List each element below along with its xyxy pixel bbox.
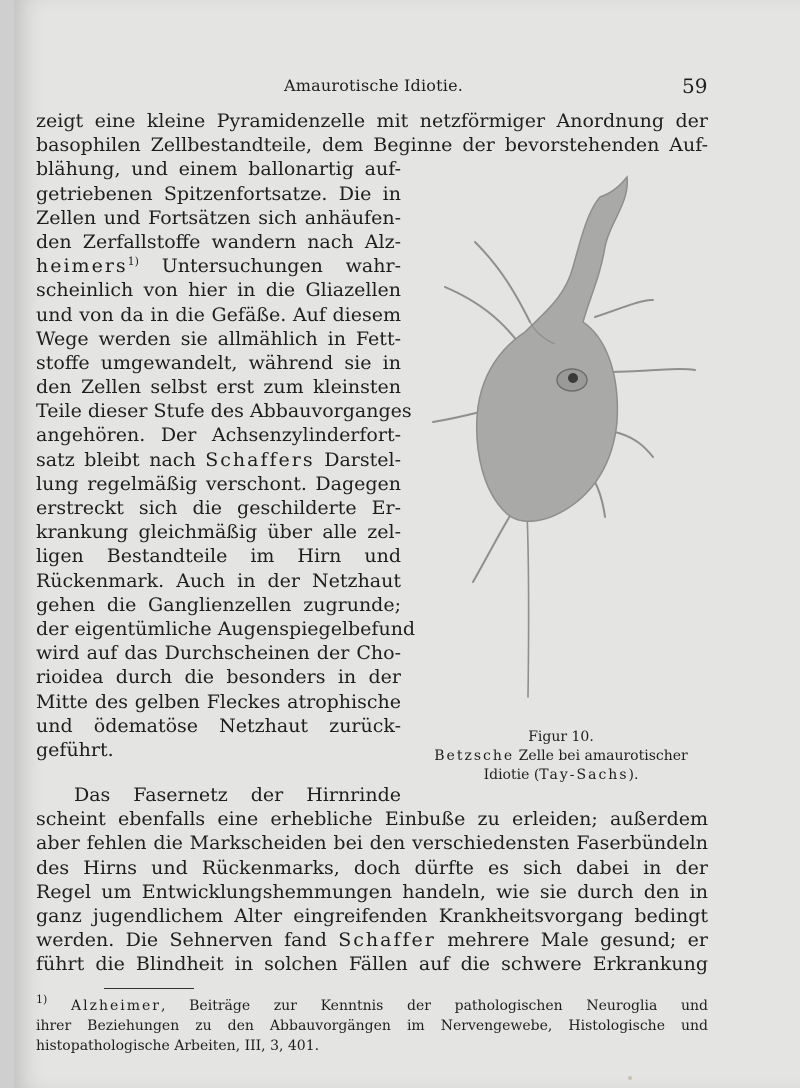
text-line: Regel um Entwicklungshemmungen handeln, wie sie durch den in <box>36 880 708 903</box>
betz-cell-illustration <box>405 172 715 732</box>
text-line: des Hirns und Rückenmarks, doch dürfte es sich dabei in der <box>36 856 708 879</box>
dendrite <box>433 412 480 422</box>
author-name: Alzheimer <box>71 998 161 1014</box>
figure-number: Figur 10. <box>528 729 594 745</box>
text-line: der eigentümliche Augenspiegelbefund <box>36 617 416 640</box>
text-fragment: Zelle bei amaurotischer <box>514 748 688 764</box>
caption-line <box>402 747 720 766</box>
text-line: zeigt eine kleine Pyramidenzelle mit netzförmiger Anordnung der <box>36 110 708 132</box>
text-line <box>36 783 401 807</box>
text-line: stoffe umgewandelt, während sie in <box>36 351 401 374</box>
text-line: Zellen und Fortsätzen sich anhäufen- <box>36 206 401 229</box>
text-line: aber fehlen die Markscheiden bei den verschiedensten Faserbündeln <box>36 832 708 855</box>
text-line: Mitte des gelben Fleckes atrophische <box>36 690 401 713</box>
author-name: Schaffer <box>338 929 436 952</box>
footnote-line <box>36 993 709 1016</box>
text-line: angehören. Der Achsenzylinderfort- <box>36 424 401 447</box>
text-line <box>36 254 401 278</box>
page-number: 59 <box>682 74 708 98</box>
text-fragment: Darstel- <box>314 448 401 471</box>
text-line: rioidea durch die besonders in der <box>36 666 401 689</box>
text-fragment: werden. Die Sehnerven fand <box>36 929 339 952</box>
text-line: Teile dieser Stufe des Abbauvorganges <box>36 400 412 423</box>
text-fragment: Idiotie ( <box>483 767 540 783</box>
text-line: erstreckt sich die geschilderte Er- <box>36 497 401 519</box>
nucleolus <box>568 373 578 383</box>
text-line: scheinlich von hier in die Gliazellen <box>36 279 401 302</box>
text-line: basophilen Zellbestandteile, dem Beginne der bevorstehenden Auf- <box>36 134 708 157</box>
text-fragment: ). <box>628 767 639 783</box>
text-line: wird auf das Durchscheinen der Cho- <box>36 642 401 665</box>
footnote-line: ihrer Beziehungen zu den Abbauvorgängen im Nervengewebe, Histologische und <box>36 1018 708 1034</box>
figure-caption <box>402 728 720 785</box>
running-title: Amaurotische Idiotie. <box>284 76 464 95</box>
footnote-line: histopathologische Arbeiten, III, 3, 401. <box>36 1038 320 1054</box>
text-line <box>36 448 401 472</box>
caption-line <box>402 766 720 785</box>
text-fragment: Untersuchungen wahr- <box>138 255 401 278</box>
text-line: blähung, und einem ballonartig auf- <box>36 158 401 181</box>
text-line: ganz jugendlichem Alter eingreifenden Krankheitsvorgang bedingt <box>36 904 708 927</box>
axon <box>527 512 529 697</box>
text-line <box>36 928 708 952</box>
author-name: heimers <box>36 255 128 278</box>
text-fragment: satz bleibt nach <box>36 448 206 471</box>
text-line: krankung gleichmäßig über alle zel- <box>36 521 401 544</box>
text-line: geführt. <box>36 738 114 761</box>
text-fragment: mehrere Male gesund; er <box>435 929 708 952</box>
dendrite <box>595 300 653 317</box>
footnote-marker: 1) <box>36 993 48 1006</box>
text-line: und von da in die Gefäße. Auf diesem <box>36 303 401 326</box>
body-text-full-width <box>36 783 708 977</box>
footnote <box>36 993 709 1056</box>
text-line: den Zerfallstoffe wandern nach Alz- <box>36 230 401 253</box>
dendrite <box>475 242 530 322</box>
caption-name: Betzsche <box>434 748 515 764</box>
text-fragment: , Beiträge zur Kenntnis der pathologischen Neuroglia und <box>161 998 709 1014</box>
text-line: führt die Blindheit in solchen Fällen auf die schwere Erkrankung <box>36 953 708 976</box>
text-line: gehen die Ganglienzellen zugrunde; <box>36 593 401 616</box>
text-line: lung regelmäßig verschont. Dagegen <box>36 472 401 495</box>
dendrite <box>605 369 695 372</box>
text-fragment: Das Fasernetz der Hirnrinde <box>74 784 401 806</box>
dendrite <box>595 482 605 517</box>
cell-body <box>477 177 628 521</box>
paper-speck <box>628 1076 632 1080</box>
text-line: ligen Bestandteile im Hirn und <box>36 545 401 568</box>
text-line: getriebenen Spitzenfortsatze. Die in <box>36 182 401 205</box>
text-line: Wege werden sie allmählich in Fett- <box>36 327 401 350</box>
footnote-reference: 1) <box>127 255 139 269</box>
footnote-divider <box>104 988 194 989</box>
author-name: Schaffers <box>205 448 315 471</box>
page-header <box>0 72 800 102</box>
text-line: und ödematöse Netzhaut zurück- <box>36 714 401 737</box>
neuron-drawing <box>405 172 715 732</box>
text-line: Rückenmark. Auch in der Netzhaut <box>36 569 401 592</box>
dendrite <box>615 432 653 457</box>
text-line: den Zellen selbst erst zum kleinsten <box>36 376 401 399</box>
text-line: scheint ebenfalls eine erhebliche Einbuße zu erleiden; außerdem <box>36 808 708 831</box>
caption-name: Tay-Sachs <box>539 767 629 783</box>
